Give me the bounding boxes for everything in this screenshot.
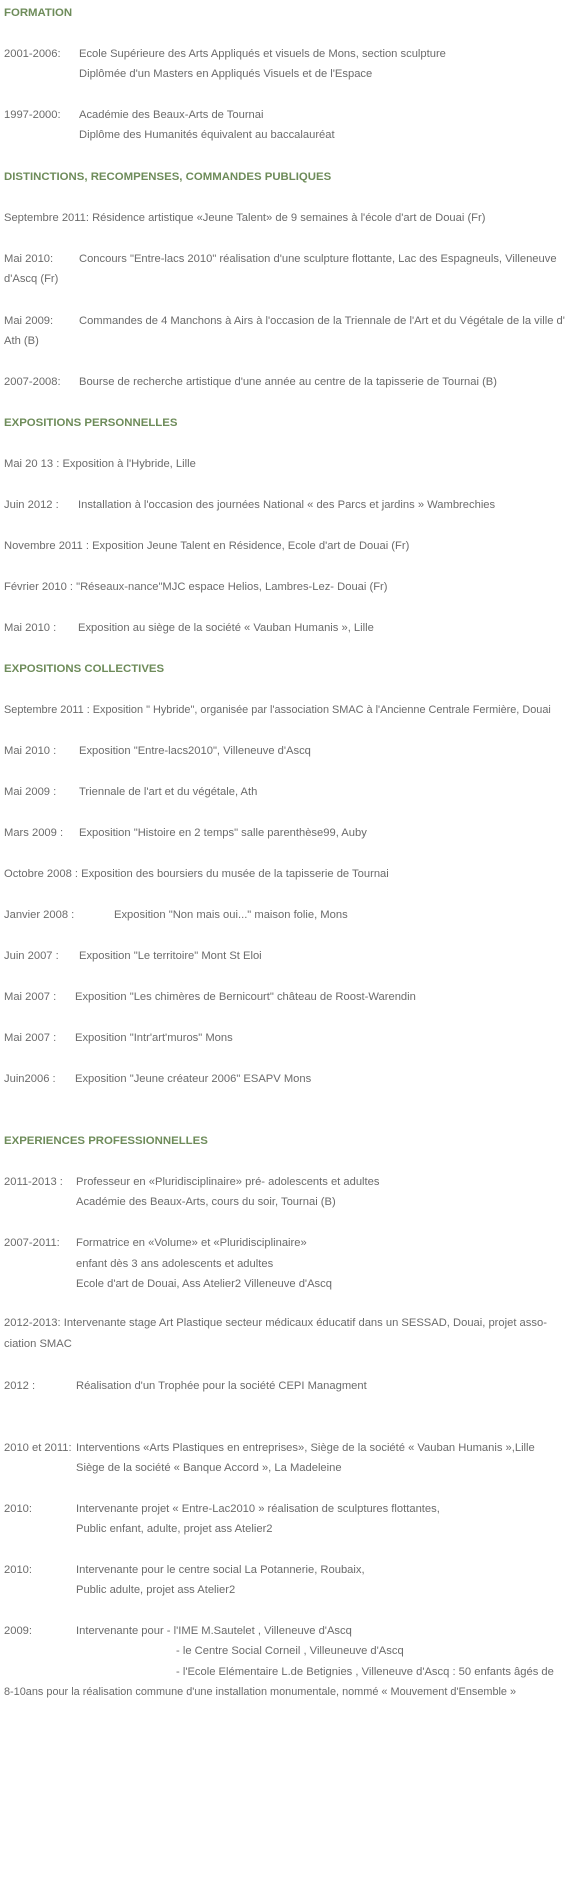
experience-8-date: 2009:: [4, 1625, 32, 1637]
collective-4: [4, 826, 367, 840]
perso-1: Mai 20 13 : Exposition à l'Hybride, Lille: [4, 458, 196, 470]
experience-4-text: Réalisation d'un Trophée pour la société CEPI Managment: [76, 1380, 367, 1392]
experience-5: [4, 1441, 535, 1455]
perso-5-text: Exposition au siège de la société « Vauban Humanis », Lille: [78, 622, 374, 634]
collective-2-text: Exposition "Entre-lacs2010", Villeneuve d'Ascq: [79, 745, 311, 757]
experience-1: [4, 1175, 380, 1189]
formation-heading: FORMATION: [4, 7, 73, 19]
collective-8-date: Mai 2007 :: [4, 991, 57, 1003]
perso-2-text: Installation à l'occasion des journées National « des Parcs et jardins » Wambrechies: [78, 499, 496, 511]
formation-entry-1-date: 2001-2006:: [4, 48, 61, 60]
formation-entry-2-date: 1997-2000:: [4, 109, 61, 121]
collective-6: [4, 908, 348, 922]
distinction-4-text: Bourse de recherche artistique d'une année au centre de la tapisserie de Tournai (B): [79, 376, 497, 388]
collective-6-date: Janvier 2008 :: [4, 909, 75, 921]
formation-entry-2-line-1: Académie des Beaux-Arts de Tournai: [79, 109, 264, 121]
collective-9: [4, 1031, 233, 1045]
experience-1-date: 2011-2013 :: [4, 1176, 63, 1188]
perso-2-date: Juin 2012 :: [4, 499, 59, 511]
experience-2: [4, 1236, 307, 1250]
experience-6-date: 2010:: [4, 1503, 32, 1515]
collective-10: [4, 1072, 312, 1086]
experience-2-date: 2007-2011:: [4, 1237, 60, 1249]
distinction-3-date: Mai 2009:: [4, 315, 54, 327]
distinction-1: Septembre 2011: Résidence artistique «Jeune Talent» de 9 semaines à l'école d'art de Douai (Fr): [4, 212, 486, 224]
collective-6-text: Exposition "Non mais oui..." maison folie, Mons: [114, 909, 348, 921]
distinction-4-date: 2007-2008:: [4, 376, 61, 388]
distinction-4: [4, 375, 497, 389]
collective-4-date: Mars 2009 :: [4, 827, 64, 839]
collective-2: [4, 744, 311, 758]
experience-4-date: 2012 :: [4, 1380, 36, 1392]
collectives-heading: EXPOSITIONS COLLECTIVES: [4, 663, 165, 675]
perso-3: Novembre 2011 : Exposition Jeune Talent en Résidence, Ecole d'art de Douai (Fr): [4, 540, 410, 552]
distinction-2-date: Mai 2010:: [4, 253, 54, 265]
experience-5-date: 2010 et 2011:: [4, 1442, 72, 1454]
experience-2-line-3: Ecole d'art de Douai, Ass Atelier2 Villeneuve d'Ascq: [76, 1278, 332, 1290]
formation-entry-2: [4, 108, 264, 122]
experience-4: [4, 1379, 367, 1393]
distinction-2: [4, 252, 557, 266]
perso-2: [4, 498, 496, 512]
collective-8-text: Exposition "Les chimères de Bernicourt" château de Roost-Warendin: [75, 991, 416, 1003]
collective-5: Octobre 2008 : Exposition des boursiers du musée de la tapisserie de Tournai: [4, 868, 389, 880]
experience-6: [4, 1502, 440, 1516]
collective-10-date: Juin2006 :: [4, 1073, 56, 1085]
collective-10-text: Exposition "Jeune créateur 2006" ESAPV Mons: [75, 1073, 312, 1085]
experience-7-date: 2010:: [4, 1564, 32, 1576]
formation-entry-2-line-2: Diplôme des Humanités équivalent au baccalauréat: [79, 129, 335, 141]
collective-7: [4, 949, 262, 963]
collective-7-date: Juin 2007 :: [4, 950, 59, 962]
formation-entry-1-line-1: Ecole Supérieure des Arts Appliqués et visuels de Mons, section sculpture: [79, 48, 446, 60]
experience-5-line-1: Interventions «Arts Plastiques en entreprises», Siège de la société « Vauban Humanis »,Lille: [76, 1442, 535, 1454]
experience-1-line-1: Professeur en «Pluridisciplinaire» pré- adolescents et adultes: [76, 1176, 380, 1188]
experience-7-line-1: Intervenante pour le centre social La Potannerie, Roubaix,: [76, 1564, 365, 1576]
experience-8-line-3: - l'Ecole Elémentaire L.de Betignies , Villeneuve d'Ascq : 50 enfants âgés de: [176, 1666, 554, 1678]
experience-2-line-1: Formatrice en «Volume» et «Pluridisciplinaire»: [76, 1237, 307, 1249]
experience-3: 2012-2013: Intervenante stage Art Plastique secteur médicaux éducatif dans un SESSAD, Douai, projet asso-ciation SMAC: [4, 1317, 547, 1350]
perso-4: Février 2010 : "Réseaux-nance"MJC espace Helios, Lambres-Lez- Douai (Fr): [4, 581, 388, 593]
experience-1-line-2: Académie des Beaux-Arts, cours du soir, Tournai (B): [76, 1196, 336, 1208]
distinctions-heading: DISTINCTIONS, RECOMPENSES, COMMANDES PUBLIQUES: [4, 171, 332, 183]
experience-8-line-1: Intervenante pour - l'IME M.Sautelet , Villeneuve d'Ascq: [76, 1625, 352, 1637]
collective-9-date: Mai 2007 :: [4, 1032, 57, 1044]
experience-8-line-2: - le Centre Social Corneil , Villeuneuve d'Ascq: [176, 1645, 404, 1657]
collective-2-date: Mai 2010 :: [4, 745, 57, 757]
perso-heading: EXPOSITIONS PERSONNELLES: [4, 417, 178, 429]
experiences-heading: EXPERIENCES PROFESSIONNELLES: [4, 1135, 208, 1147]
experience-7: [4, 1563, 365, 1577]
distinction-2-text: Concours "Entre-lacs 2010" réalisation d'une sculpture flottante, Lac des Espagneuls, Villeneuve: [79, 253, 557, 265]
perso-5: [4, 621, 374, 635]
collective-3: [4, 785, 258, 799]
distinction-2-cont: d'Ascq (Fr): [4, 273, 59, 285]
collective-3-date: Mai 2009 :: [4, 786, 57, 798]
distinction-3-text: Commandes de 4 Manchons à Airs à l'occasion de la Triennale de l'Art et du Végétale de la ville d': [79, 315, 565, 327]
perso-5-date: Mai 2010 :: [4, 622, 57, 634]
distinction-3-cont: Ath (B): [4, 335, 39, 347]
experience-8: [4, 1624, 352, 1638]
experience-6-line-1: Intervenante projet « Entre-Lac2010 » réalisation de sculptures flottantes,: [76, 1503, 440, 1515]
collective-7-text: Exposition "Le territoire" Mont St Eloi: [79, 950, 262, 962]
experience-7-line-2: Public adulte, projet ass Atelier2: [76, 1584, 236, 1596]
collective-4-text: Exposition "Histoire en 2 temps" salle parenthèse99, Auby: [79, 827, 367, 839]
collective-1: Septembre 2011 : Exposition " Hybride", organisée par l'association SMAC à l'Ancienne Centrale Fermière, Douai: [4, 704, 551, 716]
formation-entry-1: [4, 47, 446, 61]
experience-6-line-2: Public enfant, adulte, projet ass Atelier2: [76, 1523, 273, 1535]
experience-5-line-2: Siège de la société « Banque Accord », La Madeleine: [76, 1462, 342, 1474]
collective-3-text: Triennale de l'art et du végétale, Ath: [79, 786, 258, 798]
experience-8-line-4: 8-10ans pour la réalisation commune d'une installation monumentale, nommé « Mouvement d'Ensemble »: [4, 1686, 517, 1698]
collective-8: [4, 990, 416, 1004]
formation-entry-1-line-2: Diplômée d'un Masters en Appliqués Visuels et de l'Espace: [79, 68, 373, 80]
experience-2-line-2: enfant dès 3 ans adolescents et adultes: [76, 1258, 274, 1270]
distinction-3: [4, 314, 565, 328]
collective-9-text: Exposition "Intr'art'muros" Mons: [75, 1032, 233, 1044]
